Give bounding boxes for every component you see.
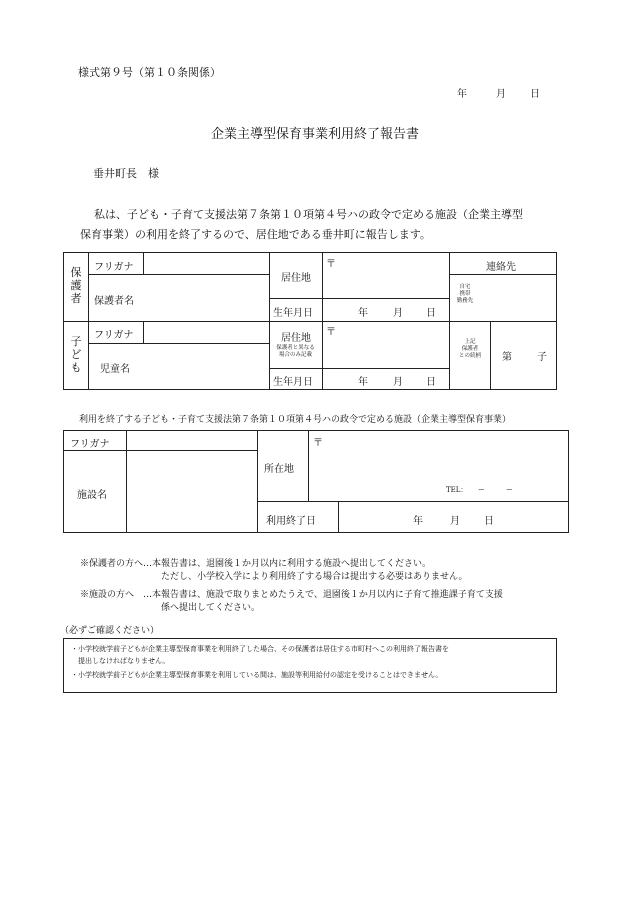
child-birth-month: 月 <box>393 377 403 388</box>
guardian-postal-mark: 〒 <box>326 259 336 270</box>
end-date-month: 月 <box>450 516 460 527</box>
confirm-heading: （必ずご確認ください） <box>60 626 160 636</box>
child-residence-field[interactable] <box>326 335 446 365</box>
contact-type-home: 自宅 <box>459 284 471 290</box>
child-order-prefix: 第 <box>502 352 512 363</box>
child-furigana-label: フリガナ <box>94 330 134 341</box>
child-name-label: 児童名 <box>100 364 130 375</box>
guardian-furigana-field[interactable] <box>146 255 266 271</box>
facility-location-field[interactable] <box>312 446 564 482</box>
confirm-item-1-line-2: 提出しなければなりません。 <box>78 657 170 665</box>
child-name-field[interactable] <box>146 347 266 387</box>
child-order-field[interactable] <box>516 344 534 360</box>
guardian-residence-field[interactable] <box>326 266 446 296</box>
residence-note-line-1: 保護者と異なる <box>276 345 315 351</box>
residence-note-line-2: 場合のみ記載 <box>278 352 312 358</box>
form-number: 様式第９号（第１０条関係） <box>78 66 221 79</box>
end-date-day: 日 <box>484 516 494 527</box>
contact-field[interactable] <box>480 278 554 318</box>
relation-line-1: 上記 <box>464 339 476 345</box>
end-date-year: 年 <box>413 516 423 527</box>
relation-line-3: との続柄 <box>458 353 481 359</box>
child-furigana-field[interactable] <box>146 324 266 340</box>
note-facility-line-1: ※施設の方へ …本報告書は、施設で取りまとめたうえで、退園後１か月以内に子育て推進課子育て支援 <box>80 590 503 600</box>
child-order-suffix: 子 <box>537 352 547 363</box>
facility-table-caption: 利用を終了する子ども・子育て支援法第７条第１０項第４号ハの政令で定める施設（企業主導型保育事業） <box>79 415 512 425</box>
contact-types <box>452 284 478 305</box>
child-birth-day: 日 <box>426 377 436 388</box>
date-year-label: 年 <box>457 89 467 100</box>
guardian-header: 保護者 <box>70 266 82 305</box>
relation-label <box>451 339 489 360</box>
child-header: 子ども <box>70 335 82 374</box>
note-facility-line-2: 係へ提出してください。 <box>161 603 261 613</box>
guardian-name-field[interactable] <box>146 278 266 318</box>
guardian-birth-month: 月 <box>393 308 403 319</box>
child-postal-mark: 〒 <box>326 327 336 338</box>
note-guardian-line-2: ただし、小学校入学により利用終了する場合は提出する必要はありません。 <box>161 572 468 582</box>
page-title: 企業主導型保育事業利用終了報告書 <box>210 127 419 142</box>
facility-location-label: 所在地 <box>264 464 294 475</box>
child-birth-year: 年 <box>358 377 368 388</box>
guardian-residence-label: 居住地 <box>281 273 311 284</box>
facility-name-field[interactable] <box>129 454 254 530</box>
guardian-furigana-label: フリガナ <box>94 262 134 273</box>
confirm-item-1-line-1: ・小学校就学前子どもが企業主導型保育事業を利用終了した場合、その保護者は居住する市町村へこの利用終了報告書を <box>71 645 449 653</box>
guardian-birthdate-label: 生年月日 <box>273 308 313 319</box>
end-date-label: 利用終了日 <box>266 516 316 527</box>
facility-furigana-field[interactable] <box>129 433 254 448</box>
guardian-birth-day: 日 <box>426 308 436 319</box>
date-month-label: 月 <box>496 89 506 100</box>
child-residence-label: 居住地 <box>281 333 311 344</box>
guardian-name-label: 保護者名 <box>94 296 134 307</box>
facility-postal-mark: 〒 <box>313 438 323 449</box>
facility-name-label: 施設名 <box>77 490 107 501</box>
date-day-label: 日 <box>530 89 540 100</box>
relation-line-2: 保護者 <box>461 346 479 352</box>
intro-line-2: 保育事業）の利用を終了するので、居住地である垂井町に報告します。 <box>80 228 431 241</box>
child-residence-note <box>269 345 322 359</box>
confirm-item-2: ・小学校就学前子どもが企業主導型保育事業を利用している間は、施設等利用給付の認定を受けることはできません。 <box>71 671 443 679</box>
addressee: 垂井町長 様 <box>93 167 159 180</box>
note-guardian-line-1: ※保護者の方へ…本報告書は、退園後１か月以内に利用する施設へ提出してください。 <box>80 559 432 569</box>
contact-type-work: 勤務先 <box>456 298 474 304</box>
guardian-birth-year: 年 <box>358 308 368 319</box>
facility-tel: TEL： ー ー <box>446 486 513 494</box>
child-birthdate-label: 生年月日 <box>273 377 313 388</box>
intro-line-1: 私は、子ども・子育て支援法第７条第１０項第４号ハの政令で定める施設（企業主導型 <box>94 208 523 221</box>
contact-label: 連絡先 <box>486 262 516 273</box>
contact-type-mobile: 携帯 <box>459 291 471 297</box>
facility-furigana-label: フリガナ <box>70 439 110 450</box>
